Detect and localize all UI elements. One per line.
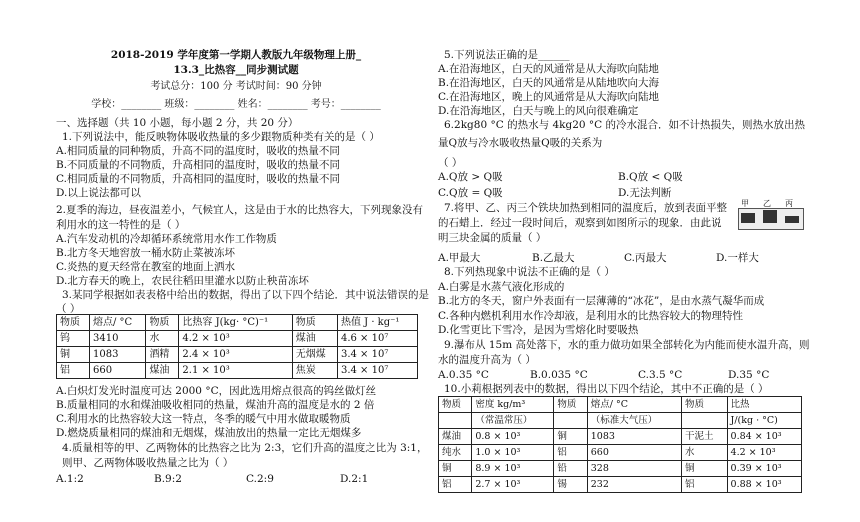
q1-option-d[interactable]: D.以上说法都可以 bbox=[56, 187, 141, 199]
table-cell: 232 bbox=[587, 477, 681, 493]
q6-stem-line1: 6.2kg80 °C 的热水与 4kg20 °C 的冷水混合．如不计热损失，则热水放出热 bbox=[444, 119, 806, 131]
q5-option-a[interactable]: A.在沿海地区，白天的风通常是从大海吹向陆地 bbox=[438, 63, 659, 75]
q9-option-d[interactable]: D.35 °C bbox=[728, 369, 770, 381]
table-cell: 无烟煤 bbox=[292, 347, 337, 363]
student-info-fields: 学校：________ 班级：________ 姓名：________ 考号：________ bbox=[91, 99, 381, 110]
table-header-cell: 物质 bbox=[292, 315, 337, 331]
table-cell: 水 bbox=[146, 331, 179, 347]
q6-stem-line2: 量Q放与冷水吸收热量Q吸的关系为 bbox=[438, 137, 603, 149]
table-header-cell: 物质 bbox=[146, 315, 179, 331]
q3-option-a[interactable]: A.白炽灯发光时温度可达 2000 °C，因此选用熔点很高的钨丝做灯丝 bbox=[56, 385, 377, 397]
q5-option-d[interactable]: D.在沿海地区，白天与晚上的风向很难确定 bbox=[438, 105, 639, 117]
table-row bbox=[57, 347, 418, 363]
q7-stem-line2: 的石蜡上．经过一段时间后，观察到如图所示的现象．由此说 bbox=[438, 217, 722, 229]
q8-option-a[interactable]: A.白雾是水蒸气液化形成的 bbox=[438, 281, 565, 293]
iron-block-bing bbox=[785, 216, 799, 223]
table-cell: 焦炭 bbox=[292, 363, 337, 379]
table-cell: 328 bbox=[587, 461, 681, 477]
table-cell: 3410 bbox=[89, 331, 145, 347]
table-cell: 煤油 bbox=[292, 331, 337, 347]
q9-option-c[interactable]: C.3.5 °C bbox=[638, 369, 683, 381]
table-header-cell: 熔点/ °C bbox=[89, 315, 145, 331]
table-header-cell: 密度 kg/m³ bbox=[472, 397, 554, 413]
q3-option-d[interactable]: D.燃烧质量相同的煤油和无烟煤，煤油放出的热量一定比无烟煤多 bbox=[56, 427, 362, 439]
table-cell: 钨 bbox=[57, 331, 90, 347]
table-row bbox=[57, 363, 418, 379]
table-cell: 4.2 × 10³ bbox=[727, 445, 801, 461]
q4-stem-line1: 4.质量相等的甲、乙两物体的比热容之比为 2:3，它们升高的温度之比为 3:1， bbox=[62, 442, 428, 454]
table-header-row bbox=[439, 413, 802, 429]
table-header-cell: 比热容 J(kg· °C)⁻¹ bbox=[179, 315, 292, 331]
table-cell: 铝 bbox=[439, 477, 472, 493]
table-cell: 酒精 bbox=[146, 347, 179, 363]
table-header-cell: （标准大气压） bbox=[587, 413, 681, 429]
q6-option-c[interactable]: C.Q放 = Q吸 bbox=[438, 187, 503, 199]
q2-option-d[interactable]: D.北方春天的晚上，农民往稻田里灌水以防止秧苗冻坏 bbox=[56, 275, 309, 287]
figure-label-yi: 乙 bbox=[763, 199, 771, 208]
q1-stem: 1.下列说法中，能反映物体吸收热量的多少跟物质种类有关的是（ ） bbox=[62, 131, 380, 143]
q8-option-d[interactable]: D.化雪更比下雪冷，是因为雪熔化时要吸热 bbox=[438, 324, 639, 336]
q6-option-a[interactable]: A.Q放 > Q吸 bbox=[438, 171, 503, 183]
table-header-cell: 热值 J · kg⁻¹ bbox=[337, 315, 417, 331]
table-cell: 660 bbox=[89, 363, 145, 379]
q9-option-b[interactable]: B.0.035 °C bbox=[530, 369, 588, 381]
table-row bbox=[439, 461, 802, 477]
q7-stem-line3: 明三块金属的质量（ ） bbox=[438, 232, 547, 244]
figure-label-jia: 甲 bbox=[741, 199, 749, 208]
table-cell: 铅 bbox=[554, 461, 587, 477]
q8-option-b[interactable]: B.北方的冬天，窗户外表面有一层薄薄的“冰花”，是由水蒸气凝华而成 bbox=[438, 295, 765, 307]
table-cell: 1.0 × 10³ bbox=[472, 445, 554, 461]
q3-stem-line2: （ ） bbox=[56, 303, 81, 315]
q2-option-a[interactable]: A.汽车发动机的冷却循环系统常用水作工作物质 bbox=[56, 233, 277, 245]
q5-option-c[interactable]: C.在沿海地区，晚上的风通常是从大海吹向陆地 bbox=[438, 91, 659, 103]
table-cell: 煤油 bbox=[146, 363, 179, 379]
table-cell: 水 bbox=[682, 445, 728, 461]
table-cell: 干泥土 bbox=[682, 429, 728, 445]
table-header-row bbox=[439, 397, 802, 413]
paper-title-line2: 13.3_比热容__同步测试题 bbox=[173, 64, 299, 76]
exam-meta: 考试总分：100 分 考试时间：90 分钟 bbox=[150, 81, 322, 92]
q9-stem-line1: 9.瀑布从 15m 高处落下，水的重力做功如果全部转化为内能而使水温升高，则 bbox=[444, 339, 810, 351]
table-cell: 铝 bbox=[57, 363, 90, 379]
q9-stem-line2: 水的温度升高为（ ） bbox=[438, 354, 536, 366]
table-cell: 铜 bbox=[439, 461, 472, 477]
table-cell: 铜 bbox=[554, 429, 587, 445]
table-cell: 1083 bbox=[89, 347, 145, 363]
table-row bbox=[439, 477, 802, 493]
q1-option-c[interactable]: C.相同质量的不同物质，升高相同的温度时，吸收的热量不同 bbox=[56, 173, 340, 185]
q7-option-a[interactable]: A.甲最大 bbox=[438, 252, 481, 264]
table-cell: 锡 bbox=[554, 477, 587, 493]
q7-option-c[interactable]: C.丙最大 bbox=[624, 252, 667, 264]
table-cell: 纯水 bbox=[439, 445, 472, 461]
table-header-cell bbox=[682, 413, 728, 429]
figure-label-bing: 丙 bbox=[785, 199, 793, 208]
q1-option-a[interactable]: A.相同质量的同种物质，升高不同的温度时，吸收的热量不同 bbox=[56, 145, 340, 157]
table-row bbox=[439, 445, 802, 461]
table-cell: 铜 bbox=[57, 347, 90, 363]
table-header-cell: （常温常压） bbox=[472, 413, 554, 429]
q3-stem-line1: 3.某同学根据如表表格中给出的数据，得出了以下四个结论．其中说法错误的是 bbox=[62, 289, 430, 301]
table-cell: 0.84 × 10³ bbox=[727, 429, 801, 445]
table-cell: 660 bbox=[587, 445, 681, 461]
table-cell: 铜 bbox=[682, 461, 728, 477]
q8-option-c[interactable]: C.各种内燃机利用水作冷却液，是利用水的比热容较大的物理特性 bbox=[438, 310, 743, 322]
table-cell: 1083 bbox=[587, 429, 681, 445]
q4-option-d[interactable]: D.2:1 bbox=[340, 473, 369, 485]
table-cell: 0.88 × 10³ bbox=[727, 477, 801, 493]
q3-option-b[interactable]: B.质量相同的水和煤油吸收相同的热量，煤油升高的温度是水的 2 倍 bbox=[56, 399, 375, 411]
q2-stem-line2: 利用水的这一特性的是（ ） bbox=[56, 219, 186, 231]
q1-option-b[interactable]: B.不同质量的不同物质，升高相同的温度时，吸收的热量不同 bbox=[56, 159, 341, 171]
q2-option-c[interactable]: C.炎热的夏天经常在教室的地面上洒水 bbox=[56, 261, 235, 273]
section-heading: 一、选择题（共 10 小题，每小题 2 分，共 20 分） bbox=[56, 117, 299, 129]
paraffin-figure bbox=[738, 199, 804, 230]
q4-option-a[interactable]: A.1:2 bbox=[56, 473, 84, 485]
paper-title-line1: 2018-2019 学年度第一学期人教版九年级物理上册_ bbox=[110, 49, 362, 61]
q2-option-b[interactable]: B.北方冬天地窖放一桶水防止菜被冻坏 bbox=[56, 247, 236, 259]
q4-option-c[interactable]: C.2:9 bbox=[246, 473, 274, 485]
q5-option-b[interactable]: B.在沿海地区，白天的风通常是从陆地吹向大海 bbox=[438, 77, 660, 89]
q5-stem: 5.下列说法正确的是______ bbox=[444, 49, 570, 61]
table-cell: 2.4 × 10³ bbox=[179, 347, 292, 363]
q6-option-b[interactable]: B.Q放 < Q吸 bbox=[618, 171, 683, 183]
q3-data-table bbox=[56, 314, 418, 379]
table-header-cell bbox=[439, 413, 472, 429]
table-header-row bbox=[57, 315, 418, 331]
table-cell: 3.4 × 10⁷ bbox=[337, 347, 417, 363]
table-cell: 4.2 × 10³ bbox=[179, 331, 292, 347]
q4-option-b[interactable]: B.9:2 bbox=[154, 473, 182, 485]
table-row bbox=[439, 429, 802, 445]
iron-block-yi bbox=[763, 210, 777, 223]
q8-stem: 8.下列热现象中说法不正确的是（ ） bbox=[444, 266, 615, 278]
table-cell: 铝 bbox=[554, 445, 587, 461]
q6-option-d[interactable]: D.无法判断 bbox=[618, 187, 672, 199]
table-header-cell: 物质 bbox=[682, 397, 728, 413]
table-header-cell: 比热 bbox=[727, 397, 801, 413]
table-cell: 0.39 × 10³ bbox=[727, 461, 801, 477]
table-cell: 2.7 × 10³ bbox=[472, 477, 554, 493]
table-cell: 8.9 × 10³ bbox=[472, 461, 554, 477]
table-header-cell: 物质 bbox=[57, 315, 90, 331]
table-header-cell: 熔点/ °C bbox=[587, 397, 681, 413]
table-header-cell: J/(kg · °C) bbox=[727, 413, 801, 429]
q4-stem-line2: 则甲、乙两物体吸收热量之比为（ ） bbox=[62, 457, 234, 469]
q10-stem: 10.小莉根据列表中的数据，得出以下四个结论，其中不正确的是（ ） bbox=[444, 383, 769, 395]
table-cell: 铝 bbox=[682, 477, 728, 493]
table-row bbox=[57, 331, 418, 347]
table-cell: 0.8 × 10³ bbox=[472, 429, 554, 445]
table-cell: 3.4 × 10⁷ bbox=[337, 363, 417, 379]
q6-stem-line3: （ ） bbox=[438, 157, 463, 169]
q7-option-b[interactable]: B.乙最大 bbox=[532, 252, 575, 264]
table-cell: 4.6 × 10⁷ bbox=[337, 331, 417, 347]
q3-option-c[interactable]: C.利用水的比热容较大这一特点，冬季的暖气中用水做取暖物质 bbox=[56, 413, 351, 425]
q9-option-a[interactable]: A.0.35 °C bbox=[438, 369, 489, 381]
table-header-cell: 物质 bbox=[554, 397, 587, 413]
table-header-cell bbox=[554, 413, 587, 429]
q7-stem-line1: 7.将甲、乙、丙三个铁块加热到相同的温度后，放到表面平整 bbox=[444, 202, 728, 214]
q2-stem-line1: 2.夏季的海边，昼夜温差小，气候宜人，这是由于水的比热容大，下列现象没有 bbox=[56, 204, 424, 216]
table-cell: 2.1 × 10³ bbox=[179, 363, 292, 379]
iron-block-jia bbox=[741, 213, 755, 223]
q10-data-table bbox=[438, 396, 802, 493]
table-header-cell: 物质 bbox=[439, 397, 472, 413]
table-cell: 煤油 bbox=[439, 429, 472, 445]
q7-option-d[interactable]: D.一样大 bbox=[716, 252, 759, 264]
